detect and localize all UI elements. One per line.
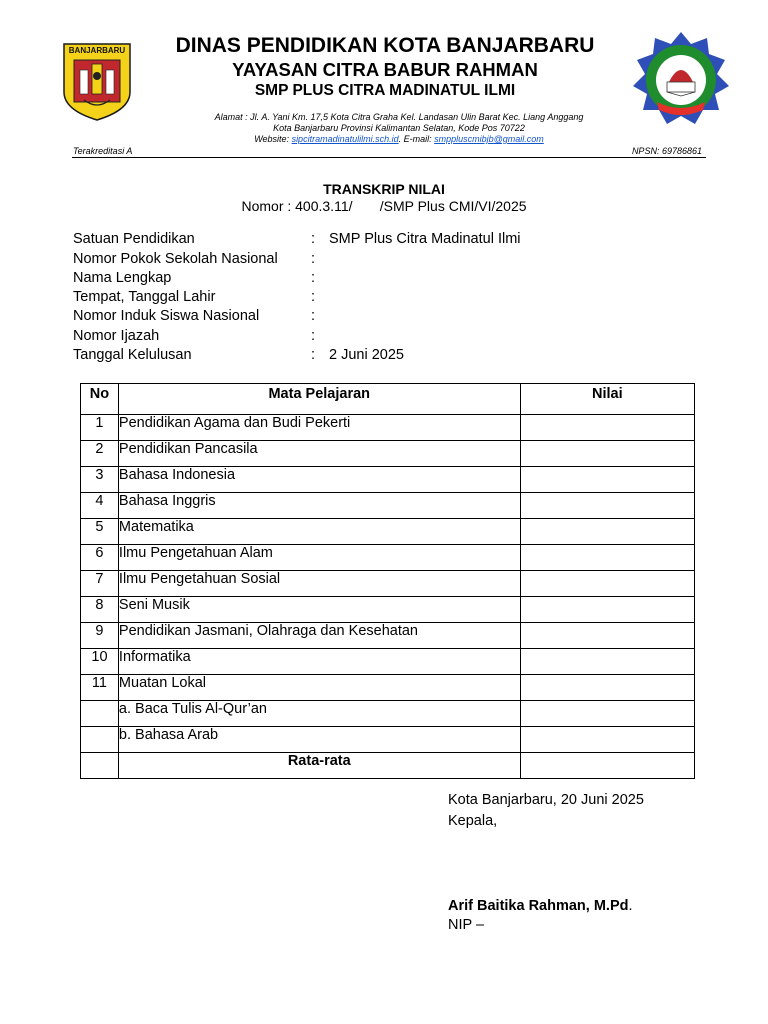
table-subrow: [81, 701, 695, 727]
accreditation-text: Terakreditasi A: [73, 146, 133, 156]
row-no: [81, 727, 119, 753]
row-no: 11: [81, 675, 119, 701]
table-row: [81, 571, 695, 597]
row-no: 3: [81, 467, 119, 493]
header-no: No: [81, 384, 119, 415]
row-no: 6: [81, 545, 119, 571]
row-value: [520, 675, 694, 701]
row-value: [520, 571, 694, 597]
contact-line: [140, 134, 658, 145]
table-row: [81, 545, 695, 571]
signature-nip: NIP –: [448, 917, 485, 933]
row-subject: Pendidikan Pancasila: [118, 441, 520, 467]
row-subject: Muatan Lokal: [118, 675, 520, 701]
emblem-label: BANJARBARU: [68, 46, 126, 55]
table-row: [81, 519, 695, 545]
row-subject: Bahasa Inggris: [118, 493, 520, 519]
info-label: Nomor Induk Siswa Nasional: [73, 308, 260, 324]
row-no: 9: [81, 623, 119, 649]
signature-place-date: Kota Banjarbaru, 20 Juni 2025: [448, 792, 644, 808]
signature-name: Arif Baitika Rahman, M.Pd: [448, 898, 629, 914]
letterhead-line-2: YAYASAN CITRA BABUR RAHMAN: [232, 59, 538, 80]
npsn-text: NPSN: 69786861: [631, 146, 702, 156]
info-colon: :: [311, 328, 316, 344]
average-value: [520, 753, 694, 779]
letterhead-divider: [72, 157, 706, 158]
website-label: Website:: [254, 134, 292, 144]
info-label: Tempat, Tanggal Lahir: [73, 289, 216, 305]
table-row: [81, 623, 695, 649]
info-colon: :: [311, 270, 316, 286]
row-no: 8: [81, 597, 119, 623]
row-value: [520, 493, 694, 519]
table-row: [81, 441, 695, 467]
table-header-row: [81, 384, 695, 415]
info-colon: :: [311, 251, 316, 267]
average-label: Rata-rata: [118, 753, 520, 779]
row-no: 1: [81, 415, 119, 441]
signature-name-line: [448, 898, 633, 914]
signature-role: Kepala,: [448, 813, 498, 829]
grades-table: [80, 383, 695, 779]
table-row: [81, 675, 695, 701]
banjarbaru-emblem-logo: [60, 40, 134, 122]
row-subject: Matematika: [118, 519, 520, 545]
row-no: 7: [81, 571, 119, 597]
row-value: [520, 441, 694, 467]
row-value: [520, 727, 694, 753]
row-subject: Ilmu Pengetahuan Sosial: [118, 571, 520, 597]
header-value: Nilai: [520, 384, 694, 415]
info-label: Tanggal Kelulusan: [73, 347, 192, 363]
table-average-row: [81, 753, 695, 779]
row-no: 10: [81, 649, 119, 675]
info-label: Satuan Pendidikan: [73, 231, 195, 247]
address-line-1: Alamat : Jl. A. Yani Km. 17,5 Kota Citra Graha Kel. Landasan Ulin Barat Kec. Liang Anggang: [214, 112, 584, 122]
info-label: Nama Lengkap: [73, 270, 172, 286]
row-no: [81, 701, 119, 727]
row-subject: a. Baca Tulis Al-Qur’an: [118, 701, 520, 727]
row-value: [520, 519, 694, 545]
document-number: Nomor : 400.3.11/ /SMP Plus CMI/VI/2025: [241, 198, 527, 214]
row-no: [81, 753, 119, 779]
row-value: [520, 415, 694, 441]
header-subject: Mata Pelajaran: [118, 384, 520, 415]
row-value: [520, 597, 694, 623]
info-value: 2 Juni 2025: [329, 347, 404, 363]
address-line-2: Kota Banjarbaru Provinsi Kalimantan Selatan, Kode Pos 70722: [273, 123, 525, 133]
document-title: TRANSKRIP NILAI: [323, 181, 445, 197]
row-subject: Ilmu Pengetahuan Alam: [118, 545, 520, 571]
row-no: 2: [81, 441, 119, 467]
table-row: [81, 467, 695, 493]
info-colon: :: [311, 347, 316, 363]
info-label: Nomor Pokok Sekolah Nasional: [73, 251, 278, 267]
info-value: SMP Plus Citra Madinatul Ilmi: [329, 231, 521, 247]
row-subject: Pendidikan Jasmani, Olahraga dan Kesehatan: [118, 623, 520, 649]
table-row: [81, 649, 695, 675]
letterhead-line-3: SMP PLUS CITRA MADINATUL ILMI: [254, 82, 516, 99]
row-subject: Bahasa Indonesia: [118, 467, 520, 493]
info-colon: :: [311, 289, 316, 305]
row-value: [520, 545, 694, 571]
row-value: [520, 701, 694, 727]
row-subject: b. Bahasa Arab: [118, 727, 520, 753]
table-subrow: [81, 727, 695, 753]
row-subject: Informatika: [118, 649, 520, 675]
info-colon: :: [311, 308, 316, 324]
info-label: Nomor Ijazah: [73, 328, 160, 344]
row-no: 5: [81, 519, 119, 545]
row-value: [520, 649, 694, 675]
row-subject: Seni Musik: [118, 597, 520, 623]
letterhead-line-1: DINAS PENDIDIKAN KOTA BANJARBARU: [175, 34, 595, 57]
email-label: . E-mail:: [398, 134, 435, 144]
row-no: 4: [81, 493, 119, 519]
row-value: [520, 467, 694, 493]
table-row: [81, 415, 695, 441]
table-row: [81, 493, 695, 519]
table-row: [81, 597, 695, 623]
website-link[interactable]: sipcitramadinatulilmi.sch.id: [291, 134, 399, 144]
row-value: [520, 623, 694, 649]
email-link[interactable]: smppluscmibjb@gmail.com: [434, 134, 544, 144]
row-subject: Pendidikan Agama dan Budi Pekerti: [118, 415, 520, 441]
signature-name-suffix: .: [628, 898, 633, 914]
info-colon: :: [311, 231, 316, 247]
